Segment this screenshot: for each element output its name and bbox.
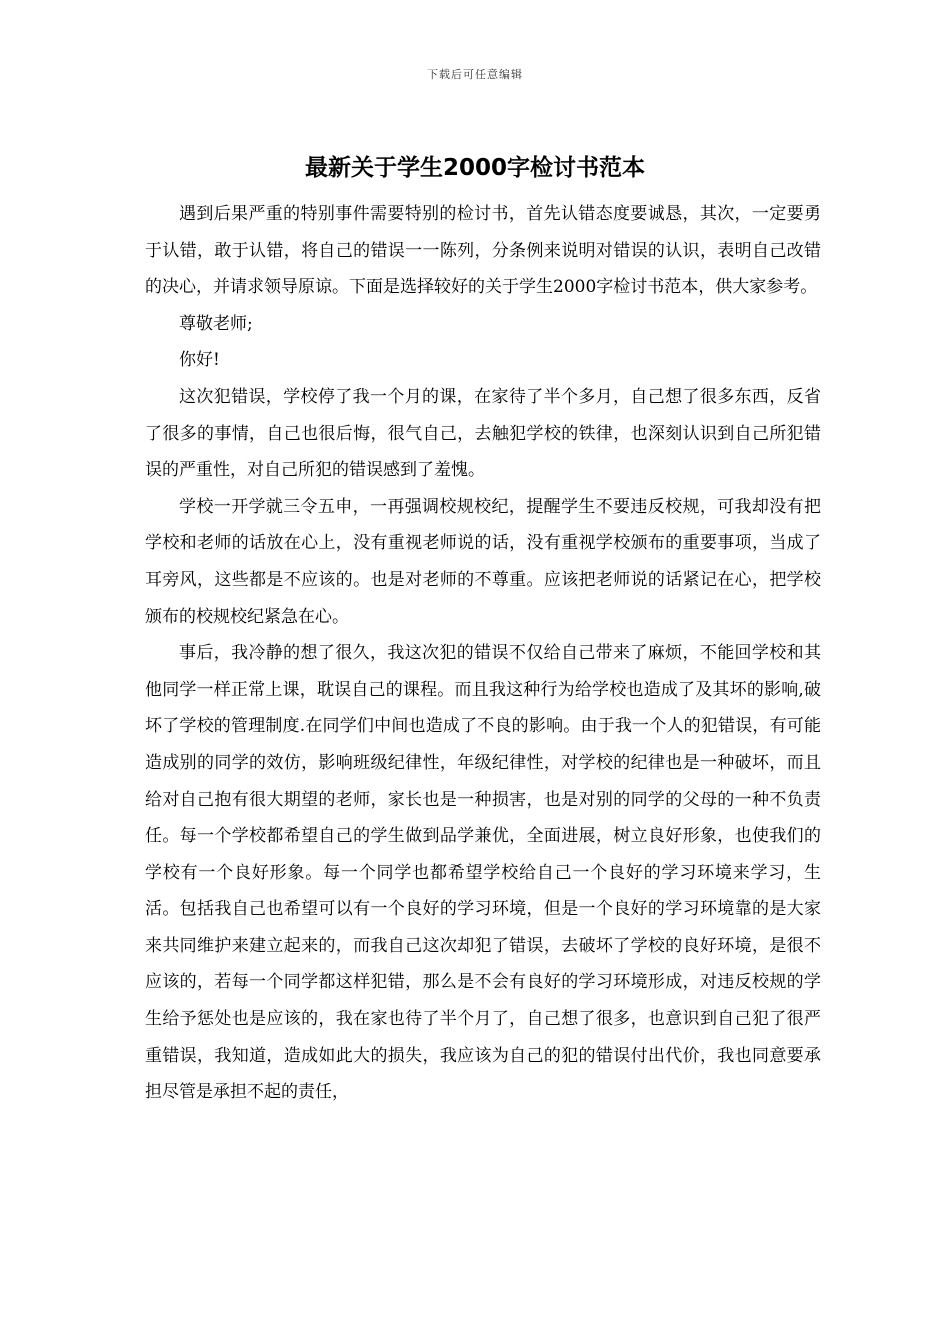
document-title: 最新关于学生2000字检讨书范本	[304, 155, 645, 181]
document-body	[145, 196, 821, 1111]
salutation-paragraph: 尊敬老师;	[179, 313, 253, 334]
greeting-paragraph: 你好!	[179, 350, 220, 371]
body-paragraph: 学校一开学就三令五申，一再强调校规校纪，提醒学生不要违反校规，可我却没有把学校和老师的话放在心上，没有重视老师说的话，没有重视学校颁布的重要事项，当成了 耳旁风，这些都是不应该的。也是对老师的不尊重。应该把老师说的话紧记在心，把学校颁布的校规校纪紧急在心。	[145, 496, 821, 627]
intro-paragraph: 遇到后果严重的特别事件需要特别的检讨书，首先认错态度要诚恳，其次，一定要勇于认错，敢于认错，将自己的错误一一陈列，分条例来说明对错误的认识，表明自己改错的决心，并请求领导原谅。下面是选择较好的关于学生2000字检讨书范本，供大家参考。	[145, 204, 821, 298]
body-paragraph: 这次犯错误，学校停了我一个月的课，在家待了半个多月，自己想了很多东西，反省了很多的事情，自己也很后悔，很气自己，去触犯学校的铁律，也深刻认识到自己所犯错误的严重性，对自己所犯的错误感到了羞愧。	[145, 386, 821, 481]
body-paragraph: 事后，我冷静的想了很久，我这次犯的错误不仅给自己带来了麻烦，不能回学校和其他同学一样正常上课，耽误自己的课程。而且我这种行为给学校也造成了及其坏的影响,破坏了学校的管理制度.在同学们中间也造成了不良的影响。由于我一个人的犯错误，有可能造成别的同学的效仿，影响班级纪律性，年级纪律性，对学校的纪律也是一种破坏，而且给对自己抱有很大期望的老师，家长也是一种损害，也是对别的同学的父母的一种不负责任。每一个学校都希望自己的学生做到品学兼优，全面进展，树立良好形象，也使我们的学校有一个良好形象。每一个同学也都希望学校给自己一个良好的学习环境来学习，生活。包括我自己也希望可以有一个良好的学习环境，但是一个良好的学习环境靠的是大家来共同维护来建立起来的，而我自己这次却犯了错误，去破坏了学校的良好环境，是很不应该的，若每一个同学都这样犯错，那么是不会有良好的学习环境形成，对违反校规的学生给予惩处也是应该的，我在家也待了半个月了，自己想了很多，也意识到自己犯了很严重错误，我知道，造成如此大的损失，我应该为自己的犯的错误付出代价，我也同意要承担尽管是承担不起的责任，	[145, 643, 821, 1103]
page-header-note: 下载后可任意编辑	[427, 68, 523, 81]
